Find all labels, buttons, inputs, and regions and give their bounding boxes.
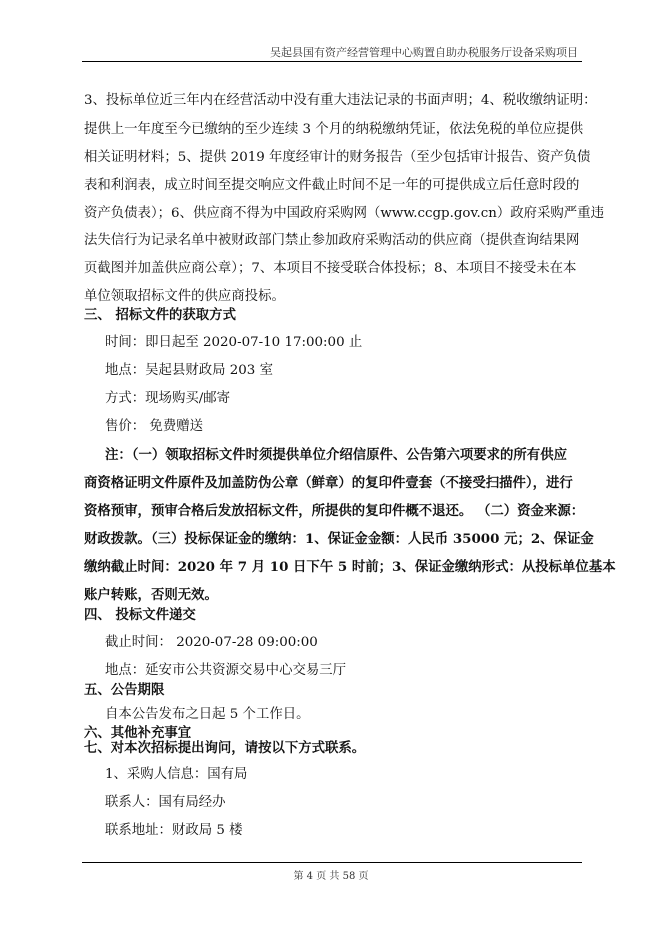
- qualification-line: 相关证明材料；5、提供 2019 年度经审计的财务报告（至少包括审计报告、资产负债: [84, 150, 591, 165]
- header-rule: [82, 61, 582, 62]
- qualification-line: 单位领取招标文件的供应商投标。: [84, 289, 285, 304]
- note-line: 资格预审，预审合格后发放招标文件，所提供的复印件概不退还。 （二）资金来源：: [84, 503, 585, 519]
- section-heading-5: 五、公告期限: [84, 682, 165, 698]
- submit-deadline: 截止时间： 2020-07-28 09:00:00: [105, 635, 318, 650]
- note-line: 商资格证明文件原件及加盖防伪公章（鲜章）的复印件壹套（不接受扫描件），进行: [84, 475, 573, 491]
- obtain-time: 时间：即日起至 2020-07-10 17:00:00 止: [105, 335, 363, 350]
- note-line: 财政拨款。（三）投标保证金的缴纳：1、保证金金额：人民币 35000 元；2、保证金: [84, 531, 594, 547]
- section-heading-6: 六、其他补充事宜: [84, 725, 192, 741]
- note-line: 账户转账，否则无效。: [84, 587, 218, 603]
- note-line: 缴纳截止时间：2020 年 7 月 10 日下午 5 时前；3、保证金缴纳形式：从投标单位基本: [84, 559, 616, 575]
- obtain-price: 售价： 免费赠送: [105, 419, 203, 434]
- qualification-line: 提供上一年度至今已缴纳的至少连续 3 个月的纳税缴纳凭证，依法免税的单位应提供: [84, 122, 584, 137]
- submit-place: 地点：延安市公共资源交易中心交易三厅: [105, 663, 347, 678]
- qualification-line: 页截图并加盖供应商公章）；7、本项目不接受联合体投标；8、本项目不接受未在本: [84, 261, 577, 276]
- qualification-line: 表和利润表，成立时间至提交响应文件截止时间不足一年的可提供成立后任意时段的: [84, 178, 580, 193]
- obtain-method: 方式：现场购买/邮寄: [105, 391, 231, 406]
- section-heading-3: 三、 招标文件的获取方式: [84, 307, 236, 323]
- qualification-line: 3、投标单位近三年内在经营活动中没有重大违法记录的书面声明；4、税收缴纳证明：: [84, 93, 597, 108]
- section-heading-4: 四、 投标文件递交: [84, 607, 196, 623]
- footer-rule: [82, 862, 582, 863]
- obtain-place: 地点：吴起县财政局 203 室: [105, 363, 273, 378]
- running-header: 吴起县国有资产经营管理中心购置自助办税服务厅设备采购项目: [270, 46, 578, 59]
- qualification-line: 法失信行为记录名单中被财政部门禁止参加政府采购活动的供应商（提供查询结果网: [84, 233, 580, 248]
- contact-person: 联系人：国有局经办: [105, 795, 226, 810]
- purchaser-info: 1、采购人信息：国有局: [105, 767, 248, 782]
- notice-period: 自本公告发布之日起 5 个工作日。: [105, 707, 310, 722]
- note-line: 注：（一）领取招标文件时须提供单位介绍信原件、公告第六项要求的所有供应: [105, 447, 567, 463]
- qualification-line: 资产负债表）；6、供应商不得为中国政府采购网（www.ccgp.gov.cn）政府采购严重违: [84, 206, 604, 221]
- page-number: 第 4 页 共 58 页: [293, 871, 369, 882]
- section-heading-7: 七、对本次招标提出询问，请按以下方式联系。: [84, 740, 366, 756]
- contact-address: 联系地址：财政局 5 楼: [105, 823, 243, 838]
